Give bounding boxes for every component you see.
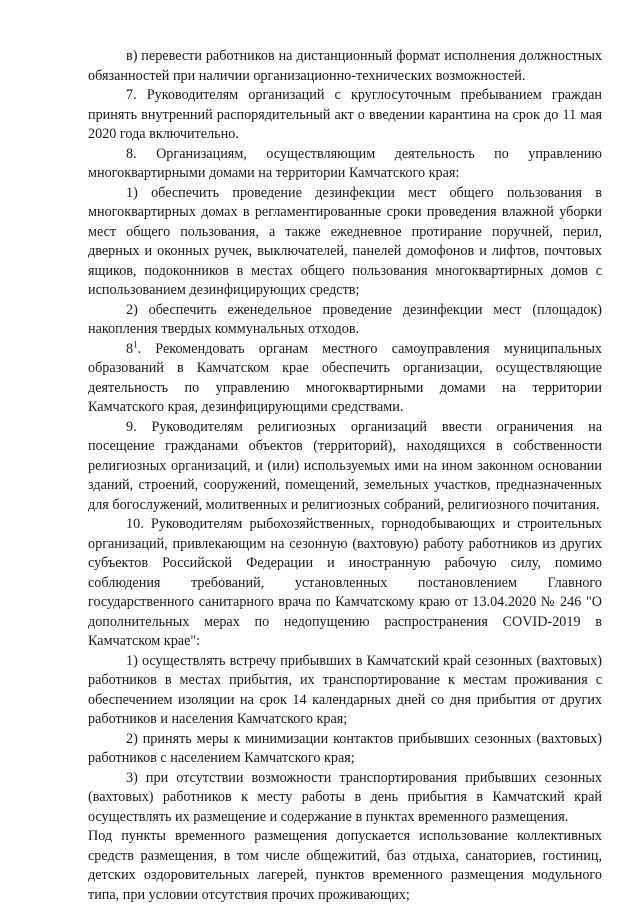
paragraph-7v: в) перевести работников на дистанционный формат исполнения должностных обязанностей при наличии организационно-технических возможностей. (88, 48, 602, 84)
paragraph-10-3-continuation: Под пункты временного размещения допускается использование коллективных средств размещения, в том числе общежитий, баз отдыха, санаториев, гостиниц, детских оздоровительных лагерей, пунктов временного размещения модульного типа, при условии отсутствия прочих проживающих; (88, 828, 602, 903)
paragraph-text: . Рекомендовать органам местного самоуправления муниципальных образований в Камчатском крае обеспечить организации, осуществляющие деятельность по управлению многоквартирными домами на территории Камчатского края, дезинфицирующими средствами. (88, 340, 602, 415)
paragraph-8: 8. Организациям, осуществляющим деятельность по управлению многоквартирными домами на территории Камчатского края: (88, 145, 602, 181)
document-body (88, 47, 602, 905)
paragraph-10-2: 2) принять меры к минимизации контактов прибывших сезонных (вахтовых) работников с населением Камчатского края; (88, 730, 602, 766)
paragraph-10-1: 1) осуществлять встречу прибывших в Камчатский край сезонных (вахтовых) работников в местах прибытия, их транспортирование к местам проживания с обеспечением изоляции на срок 14 календарных дней со дня прибытия от других работников и населения Камчатского края; (88, 652, 602, 727)
superscript: 1 (133, 338, 138, 349)
paragraph-8-sup1 (88, 340, 602, 418)
paragraph-9: 9. Руководителям религиозных организаций ввести ограничения на посещение гражданами объектов (территорий), находящихся в собственности религиозных организаций, и (или) используемых ими на ином законном основании зданий, строений, сооружений, помещений, земельных участков, предназначенных для богослужений, молитвенных и религиозных собраний, религиозного почитания. (88, 418, 602, 513)
paragraph-10-3: 3) при отсутствии возможности транспортирования прибывших сезонных (вахтовых) работников к месту работы в день прибытия в Камчатский край осуществлять их размещение и содержание в пунктах временного размещения. (88, 769, 602, 825)
paragraph-10: 10. Руководителям рыбохозяйственных, горнодобывающих и строительных организаций, привлекающим на сезонную (вахтовую) работу работников из других субъектов Российской Федерации и иностранную рабочую силу, помимо соблюдения требований, установленных постановлением Главного государственного санитарного врача по Камчатскому краю от 13.04.2020 № 246 "О дополнительных мерах по недопущению распространения COVID-2019 в Камчатском крае": (88, 516, 602, 649)
paragraph-8-1: 1) обеспечить проведение дезинфекции мест общего пользования в многоквартирных домах в регламентированные сроки проведения влажной уборки мест общего пользования, а также ежедневное протирание поручней, перил, дверных и оконных ручек, выключателей, панелей домофонов и лифтов, почтовых ящиков, подоконников в местах общего пользования многоквартирных домов с использованием дезинфицирующих средств; (88, 184, 602, 298)
paragraph-8-2: 2) обеспечить еженедельное проведение дезинфекции мест (площадок) накопления твердых коммунальных отходов. (88, 301, 602, 337)
paragraph-number: 8 (126, 340, 134, 357)
paragraph-7: 7. Руководителям организаций с круглосуточным пребыванием граждан принять внутренний распорядительный акт о введении карантина на срок до 11 мая 2020 года включительно. (88, 87, 602, 142)
